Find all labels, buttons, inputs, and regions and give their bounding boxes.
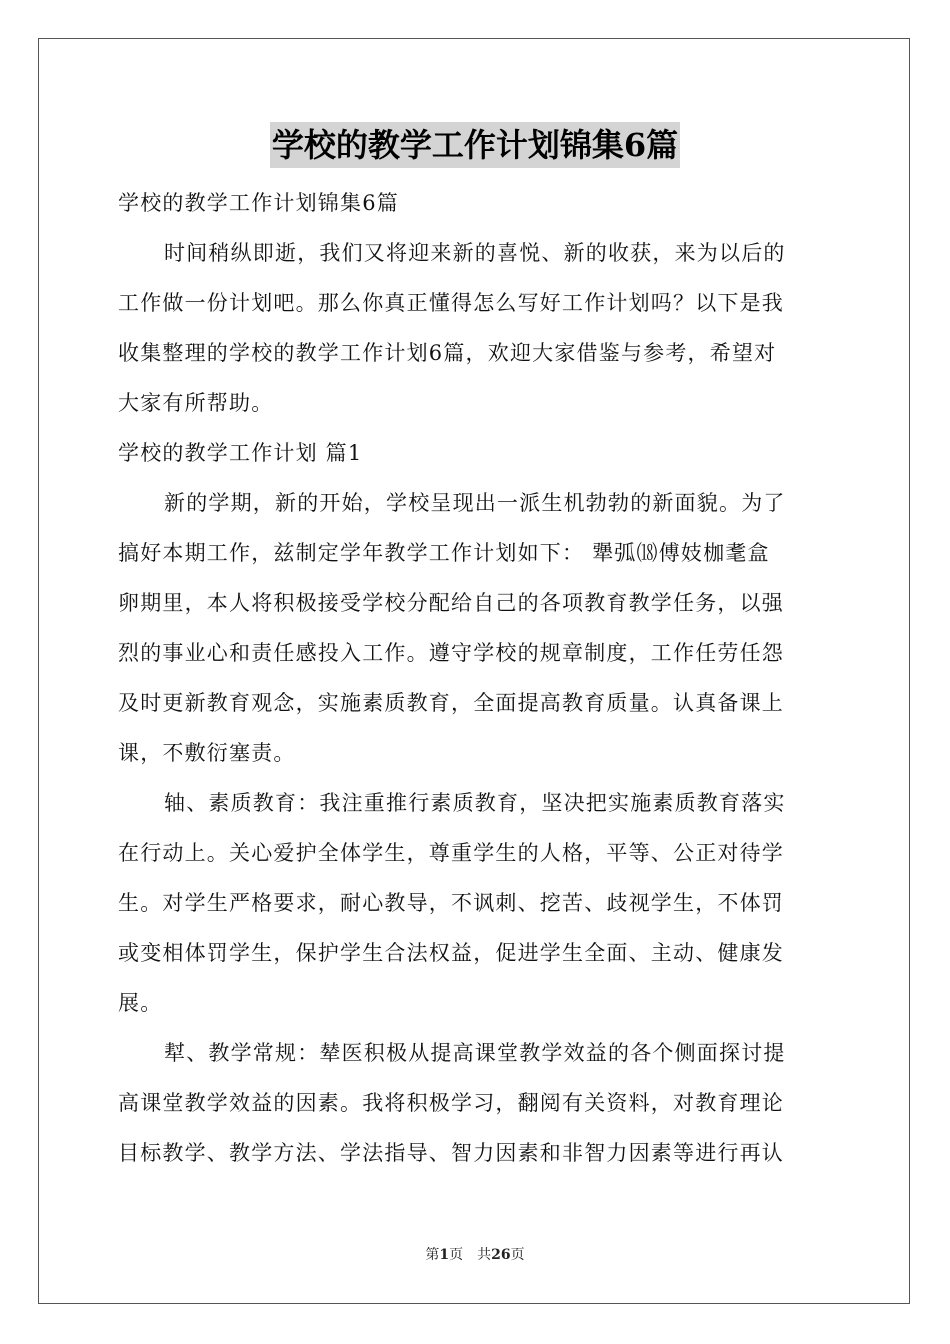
text-line: 高课堂教学效益的因素。我将积极学习，翻阅有关资料，对教育理论 bbox=[118, 1091, 784, 1115]
text-line: 烈的事业心和责任感投入工作。遵守学校的规章制度，工作任劳任怨 bbox=[118, 641, 784, 665]
page-footer bbox=[0, 1244, 950, 1264]
footer-mid: 页 共 bbox=[449, 1247, 492, 1263]
text-line: 目标教学、教学方法、学法指导、智力因素和非智力因素等进行再认 bbox=[118, 1141, 784, 1165]
text-line: 时间稍纵即逝，我们又将迎来新的喜悦、新的收获，来为以后的 bbox=[164, 241, 786, 265]
footer-suffix: 页 bbox=[510, 1247, 525, 1263]
title-container bbox=[0, 122, 950, 168]
text-line: 及时更新教育观念，实施素质教育，全面提高教育质量。认真备课上 bbox=[118, 691, 784, 715]
current-page-number: 1 bbox=[439, 1247, 450, 1263]
document-body bbox=[118, 178, 834, 1178]
text-line: 学校的教学工作计划 篇1 bbox=[118, 441, 363, 465]
text-line: 搞好本期工作，兹制定学年教学工作计划如下： 犟弧⒅傅妓枷耄盒 bbox=[118, 541, 770, 565]
document-title: 学校的教学工作计划锦集6篇 bbox=[270, 122, 680, 168]
text-line: 工作做一份计划吧。那么你真正懂得怎么写好工作计划吗？以下是我 bbox=[118, 291, 784, 315]
text-line: 犎、教学常规：辇医积极从提高课堂教学效益的各个侧面探讨提 bbox=[164, 1041, 786, 1065]
text-line: 在行动上。关心爱护全体学生，尊重学生的人格，平等、公正对待学 bbox=[118, 841, 784, 865]
text-line: 展。 bbox=[118, 991, 163, 1015]
text-line: 轴、素质教育：我注重推行素质教育，坚决把实施素质教育落实 bbox=[164, 791, 786, 815]
text-line: 或变相体罚学生，保护学生合法权益，促进学生全面、主动、健康发 bbox=[118, 941, 784, 965]
text-line: 课，不敷衍塞责。 bbox=[118, 741, 296, 765]
text-line: 大家有所帮助。 bbox=[118, 391, 274, 415]
text-line: 收集整理的学校的教学工作计划6篇，欢迎大家借鉴与参考，希望对 bbox=[118, 341, 777, 365]
text-line: 新的学期，新的开始，学校呈现出一派生机勃勃的新面貌。为了 bbox=[164, 491, 786, 515]
text-line: 卵期里，本人将积极接受学校分配给自己的各项教育教学任务，以强 bbox=[118, 591, 784, 615]
footer-prefix: 第 bbox=[425, 1247, 440, 1263]
text-line: 生。对学生严格要求，耐心教导，不讽刺、挖苦、歧视学生，不体罚 bbox=[118, 891, 784, 915]
total-pages-number: 26 bbox=[491, 1247, 511, 1263]
text-line: 学校的教学工作计划锦集6篇 bbox=[118, 191, 399, 215]
